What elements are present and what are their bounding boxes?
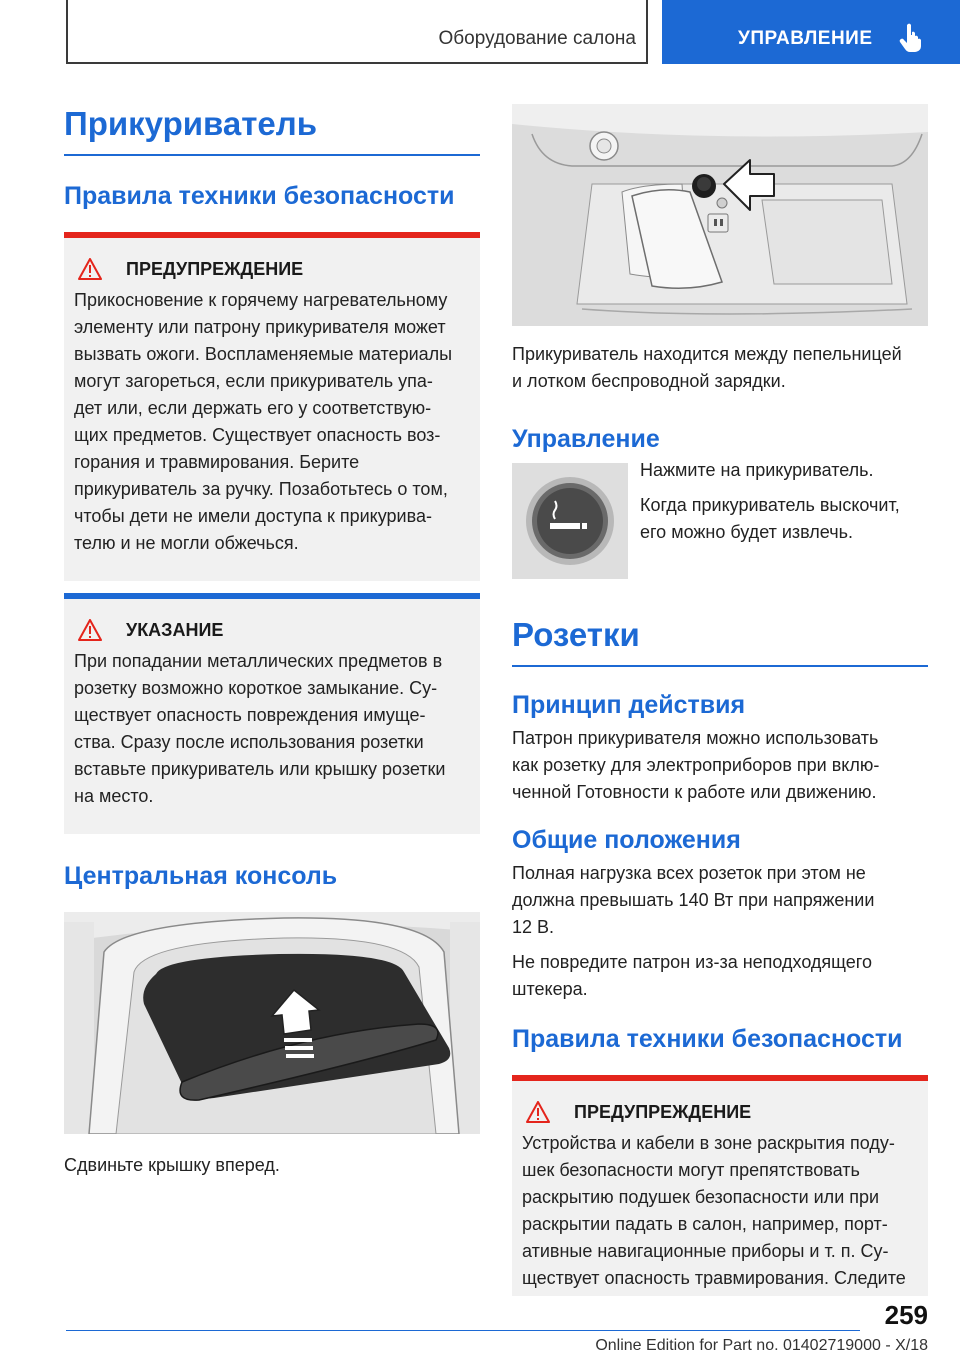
text-line: должна превышать 140 Вт при напряжении (512, 890, 875, 910)
text-line: элементу или патрону прикуривателя может (74, 317, 446, 337)
warning-label: ПРЕДУПРЕЖДЕНИЕ (126, 258, 304, 279)
page-number: 259 (884, 1300, 928, 1330)
general-text-1 (512, 860, 928, 941)
text-line: вставьте прикуриватель или крышку розетки (74, 759, 446, 779)
sockets-title: Розетки (512, 616, 640, 653)
title-rule (64, 154, 480, 156)
text-line: телю и не могли обжечься. (74, 533, 299, 553)
control-section (512, 457, 928, 579)
text-line: как розетку для электроприборов при вклю- (512, 755, 880, 775)
text-line: Прикуриватель находится между пепельницей (512, 344, 902, 364)
text-line: чтобы дети не имели доступа к прикурива- (74, 506, 432, 526)
principle-heading: Принцип действия (512, 691, 746, 719)
control-step-1: Нажмите на прикуриватель. (640, 460, 874, 480)
text-line: При попадании металлических предметов в (74, 651, 443, 671)
warning-label: ПРЕДУПРЕЖДЕНИЕ (574, 1101, 752, 1122)
lighter-location-caption (512, 341, 928, 395)
text-line: Патрон прикуривателя можно использовать (512, 728, 879, 748)
header-rule (66, 62, 648, 64)
control-text (640, 457, 900, 579)
general-text-2 (512, 949, 928, 1003)
lighter-location-illustration (512, 104, 928, 326)
console-cover-illustration (64, 912, 480, 1134)
text-line: ществует опасность повреждения имуще- (74, 705, 426, 725)
header-chapter-tab[interactable] (662, 0, 960, 64)
text-line: Когда прикуриватель выскочит, (640, 495, 900, 515)
text-line: могут загореться, если прикуриватель упа- (74, 371, 433, 391)
text-line: его можно будет извлечь. (640, 522, 853, 542)
warning-box-2 (512, 1075, 928, 1296)
text-line: розетку возможно короткое замыкание. Су- (74, 678, 438, 698)
console-caption: Сдвиньте крышку вперед. (64, 1155, 280, 1175)
footer-rule (66, 1330, 860, 1331)
notice-triangle-icon (78, 619, 102, 641)
hand-pointer-icon (898, 22, 926, 52)
text-line: раскрытию подушек безопасности или при (522, 1187, 880, 1207)
text-line: 12 В. (512, 917, 555, 937)
text-line: прикуриватель за ручку. Позаботьтесь о том, (74, 479, 448, 499)
text-line: щих предметов. Существует опасность воз- (74, 425, 441, 445)
warning-text (522, 1130, 918, 1292)
header-section-title: Оборудование салона (438, 28, 636, 49)
warning-box (64, 232, 480, 581)
text-line: Полная нагрузка всех розеток при этом не (512, 863, 866, 883)
lighter-button-illustration (512, 463, 628, 579)
page-title: Прикуриватель (64, 105, 318, 142)
header-divider-right (646, 0, 648, 64)
text-line: ществует опасность травмирования. Следите (522, 1268, 906, 1288)
text-line: раскрытии падать в салон, например, порт- (522, 1214, 888, 1234)
sockets-title-rule (512, 665, 928, 667)
control-step-2 (640, 492, 900, 546)
text-line: и лотком беспроводной зарядки. (512, 371, 786, 391)
principle-text (512, 725, 928, 806)
text-line: Прикосновение к горячему нагревательному (74, 290, 448, 310)
lighter-location-image (512, 104, 928, 326)
text-line: дет или, если держать его у соответствую- (74, 398, 432, 418)
text-line: штекера. (512, 979, 588, 999)
left-column (64, 104, 480, 1179)
text-line: ативные навигационные приборы и т. п. Су- (522, 1241, 889, 1261)
warning-text (74, 287, 470, 557)
header-chapter-label: УПРАВЛЕНИЕ (738, 28, 873, 49)
warning-triangle-icon (526, 1101, 550, 1123)
note-box (64, 593, 480, 834)
text-line: ства. Сразу после использования розетки (74, 732, 424, 752)
console-heading: Центральная консоль (64, 862, 338, 890)
text-line: шек безопасности могут препятствовать (522, 1160, 860, 1180)
text-line: Устройства и кабели в зоне раскрытия поду- (522, 1133, 895, 1153)
text-line: горания и травмирования. Берите (74, 452, 360, 472)
note-text (74, 648, 470, 810)
footer-edition: Online Edition for Part no. 01402719000 - X/18 (595, 1337, 928, 1354)
console-cover-image (64, 912, 480, 1134)
note-label: УКАЗАНИЕ (126, 619, 224, 640)
text-line: ченной Готовности к работе или движению. (512, 782, 877, 802)
right-column (512, 104, 928, 1296)
safety-heading-2: Правила техники безопасности (512, 1025, 903, 1053)
text-line: вызвать ожоги. Воспламеняемые материалы (74, 344, 453, 364)
text-line: Не повредите патрон из-за неподходящего (512, 952, 872, 972)
safety-heading: Правила техники безопасности (64, 182, 455, 210)
warning-triangle-icon (78, 258, 102, 280)
text-line: на место. (74, 786, 154, 806)
control-heading: Управление (512, 425, 660, 453)
general-heading: Общие положения (512, 826, 741, 854)
lighter-button-image (512, 463, 628, 579)
